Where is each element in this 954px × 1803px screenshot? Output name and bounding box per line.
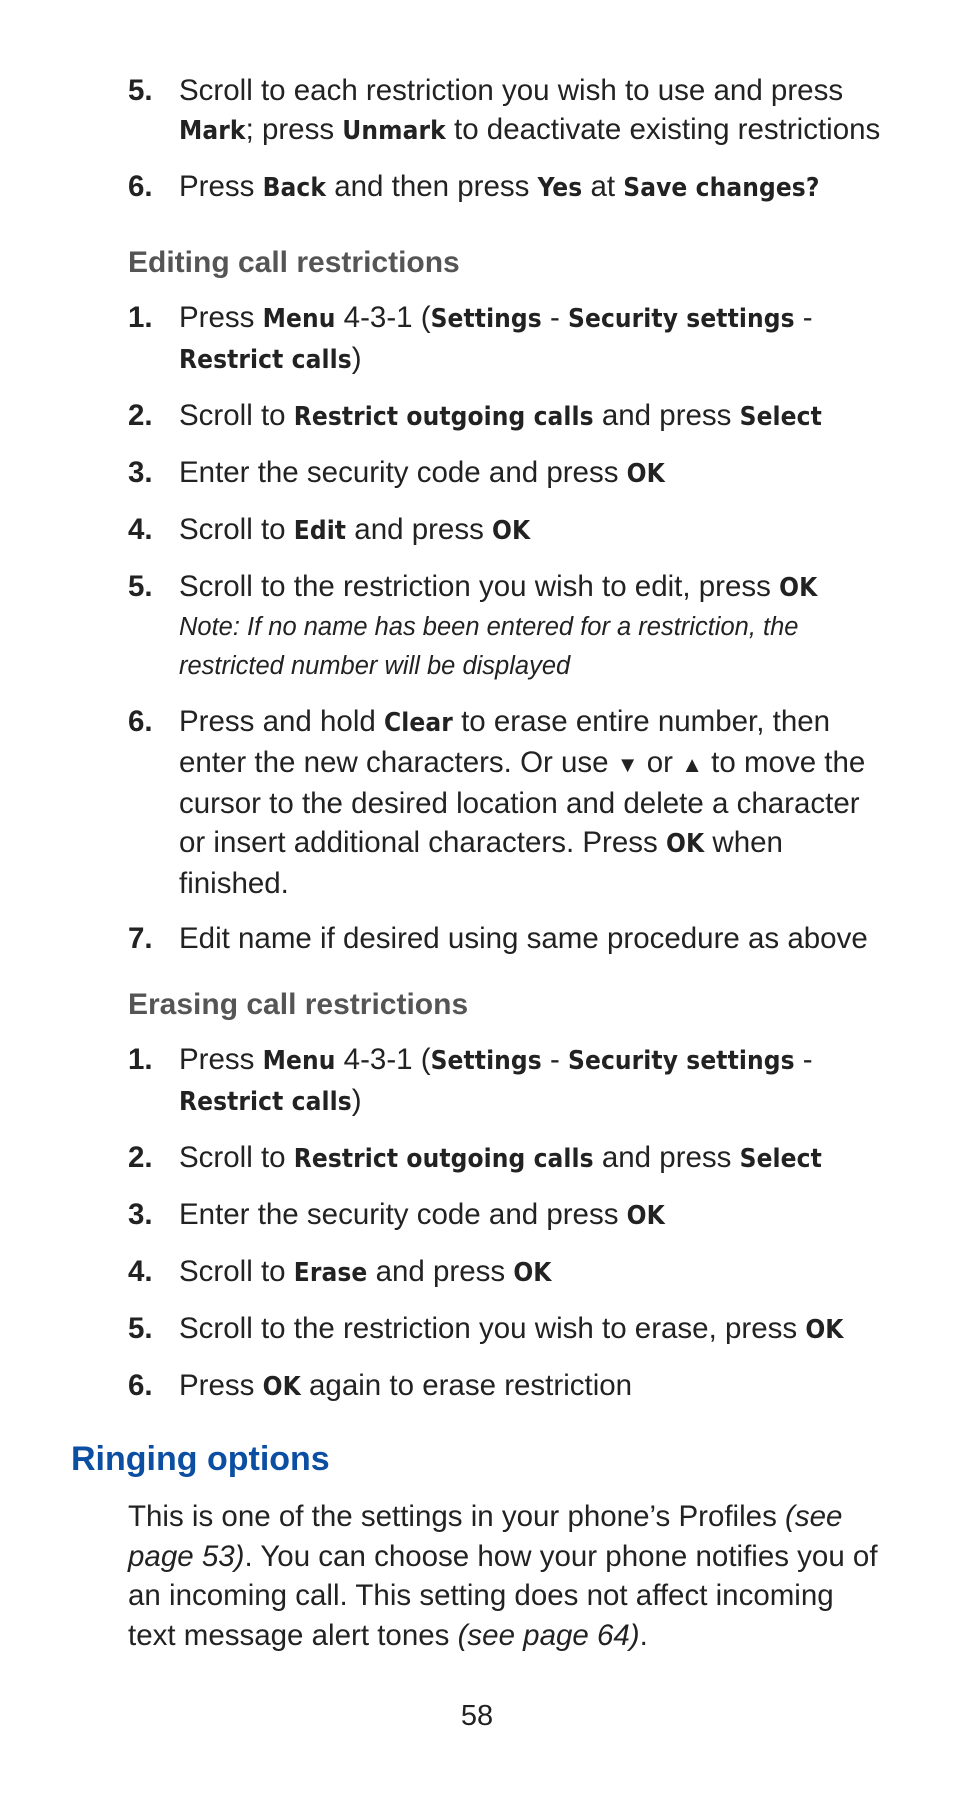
step-text: - <box>541 301 569 334</box>
editing-steps-list <box>128 298 888 958</box>
key-label: Edit <box>293 516 347 546</box>
step-text: Scroll to <box>179 399 294 432</box>
step-text: ) <box>351 342 362 375</box>
list-item <box>128 1366 888 1407</box>
key-label: OK <box>665 829 705 859</box>
step-text: and press <box>593 1141 740 1174</box>
step-text: and press <box>367 1255 514 1288</box>
key-label: Yes <box>537 173 583 203</box>
key-label: Security settings <box>568 1046 795 1076</box>
step-text: Press <box>179 1043 263 1076</box>
step-number: 4. <box>128 1255 153 1288</box>
key-label: Mark <box>179 116 246 146</box>
key-label: OK <box>626 459 665 489</box>
key-label: Clear <box>384 708 453 738</box>
page-reference-link[interactable]: (see page 64) <box>457 1618 640 1652</box>
list-item <box>128 1252 888 1293</box>
list-item <box>128 453 888 494</box>
step-text: at <box>582 170 624 203</box>
step-text: to deactivate existing restrictions <box>445 113 881 146</box>
list-item <box>128 298 888 380</box>
key-label: Security settings <box>568 304 795 334</box>
step-text: Scroll to each restriction you wish to use and press <box>179 74 844 107</box>
key-label: Restrict outgoing calls <box>293 1144 594 1174</box>
list-item <box>128 1138 888 1179</box>
list-item <box>128 1040 888 1122</box>
key-label: Settings <box>430 1046 542 1076</box>
step-number: 1. <box>128 1043 153 1076</box>
step-text: Enter the security code and press <box>179 456 627 489</box>
key-label: OK <box>513 1258 552 1288</box>
step-text: to move the cursor to the desired location and delete a character or insert additional characters. Press <box>179 746 866 859</box>
step-text: 4-3-1 ( <box>335 301 431 334</box>
key-label: Restrict calls <box>179 345 352 375</box>
step-text: - <box>794 1043 813 1076</box>
paragraph-text: . <box>639 1618 648 1652</box>
step-text: Press <box>179 170 263 203</box>
list-item <box>128 919 888 958</box>
list-item <box>128 1195 888 1236</box>
list-item <box>128 567 888 686</box>
down-arrow-icon: ▼ <box>616 752 639 777</box>
erasing-steps-list <box>128 1040 888 1407</box>
list-item <box>128 702 888 903</box>
step-text: and press <box>593 399 740 432</box>
ringing-options-paragraph <box>128 1497 888 1655</box>
step-number: 7. <box>128 922 153 955</box>
step-number: 6. <box>128 170 153 203</box>
step-text: Scroll to the restriction you wish to edit, press <box>179 570 780 603</box>
step-text: Scroll to <box>179 1255 294 1288</box>
step-text: when finished. <box>179 826 783 900</box>
step-text: and then press <box>326 170 538 203</box>
step-text: Press and hold <box>179 705 384 738</box>
step-number: 2. <box>128 1141 153 1174</box>
key-label: OK <box>492 516 531 546</box>
key-label: Menu <box>262 1046 336 1076</box>
step-text: Press <box>179 1369 263 1402</box>
step-text: Edit name if desired using same procedure as above <box>179 922 868 955</box>
step-text: Enter the security code and press <box>179 1198 627 1231</box>
ringing-options-title: Ringing options <box>71 1440 330 1478</box>
key-label: OK <box>779 573 818 603</box>
step-number: 5. <box>128 570 153 603</box>
note-text: Note: If no name has been entered for a restriction, the restricted number will be displayed <box>179 613 799 680</box>
step-text: ; press <box>245 113 343 146</box>
page-number: 58 <box>460 1700 494 1732</box>
paragraph-text: . You can choose how your phone notifies you of an incoming call. This setting does not affect incoming text message alert tones <box>128 1539 878 1652</box>
step-number: 2. <box>128 399 153 432</box>
step-text: - <box>794 301 813 334</box>
step-number: 5. <box>128 74 153 107</box>
key-label: OK <box>626 1201 665 1231</box>
key-label: Unmark <box>342 116 446 146</box>
paragraph-text: This is one of the settings in your phone’s Profiles <box>128 1500 786 1533</box>
key-label: Menu <box>262 304 336 334</box>
key-label: Erase <box>293 1258 368 1288</box>
step-number: 1. <box>128 301 153 334</box>
step-text: again to erase restriction <box>300 1369 633 1402</box>
step-text: ) <box>351 1084 362 1117</box>
page-reference-link[interactable]: (see page 53) <box>128 1500 843 1573</box>
step-number: 5. <box>128 1312 153 1345</box>
step-text: Scroll to <box>179 1141 294 1174</box>
step-text: to erase entire number, then enter the new characters. Or use <box>179 705 831 779</box>
list-item <box>128 510 888 551</box>
key-label: Settings <box>430 304 542 334</box>
up-arrow-icon: ▲ <box>681 752 703 777</box>
key-label: OK <box>805 1315 844 1345</box>
key-label: Restrict calls <box>179 1087 352 1117</box>
list-item <box>128 71 888 151</box>
step-number: 6. <box>128 705 153 738</box>
key-label: Restrict outgoing calls <box>293 402 594 432</box>
key-label: OK <box>262 1372 301 1402</box>
list-item <box>128 396 888 437</box>
step-number: 4. <box>128 513 153 546</box>
step-number: 3. <box>128 456 153 489</box>
step-text: 4-3-1 ( <box>335 1043 431 1076</box>
key-label: Save changes? <box>623 173 820 203</box>
key-label: Back <box>262 173 327 203</box>
step-text: Scroll to the restriction you wish to erase, press <box>179 1312 806 1345</box>
editing-heading: Editing call restrictions <box>128 246 460 279</box>
list-item <box>128 1309 888 1350</box>
continued-steps-list <box>128 71 888 208</box>
step-text: Press <box>179 301 263 334</box>
step-text: and press <box>346 513 493 546</box>
key-label: Select <box>739 402 822 432</box>
step-text: - <box>541 1043 569 1076</box>
step-text: Scroll to <box>179 513 294 546</box>
key-label: Select <box>739 1144 822 1174</box>
step-number: 6. <box>128 1369 153 1402</box>
step-text: or <box>638 746 682 779</box>
step-number: 3. <box>128 1198 153 1231</box>
erasing-heading: Erasing call restrictions <box>128 988 469 1021</box>
list-item <box>128 167 888 208</box>
